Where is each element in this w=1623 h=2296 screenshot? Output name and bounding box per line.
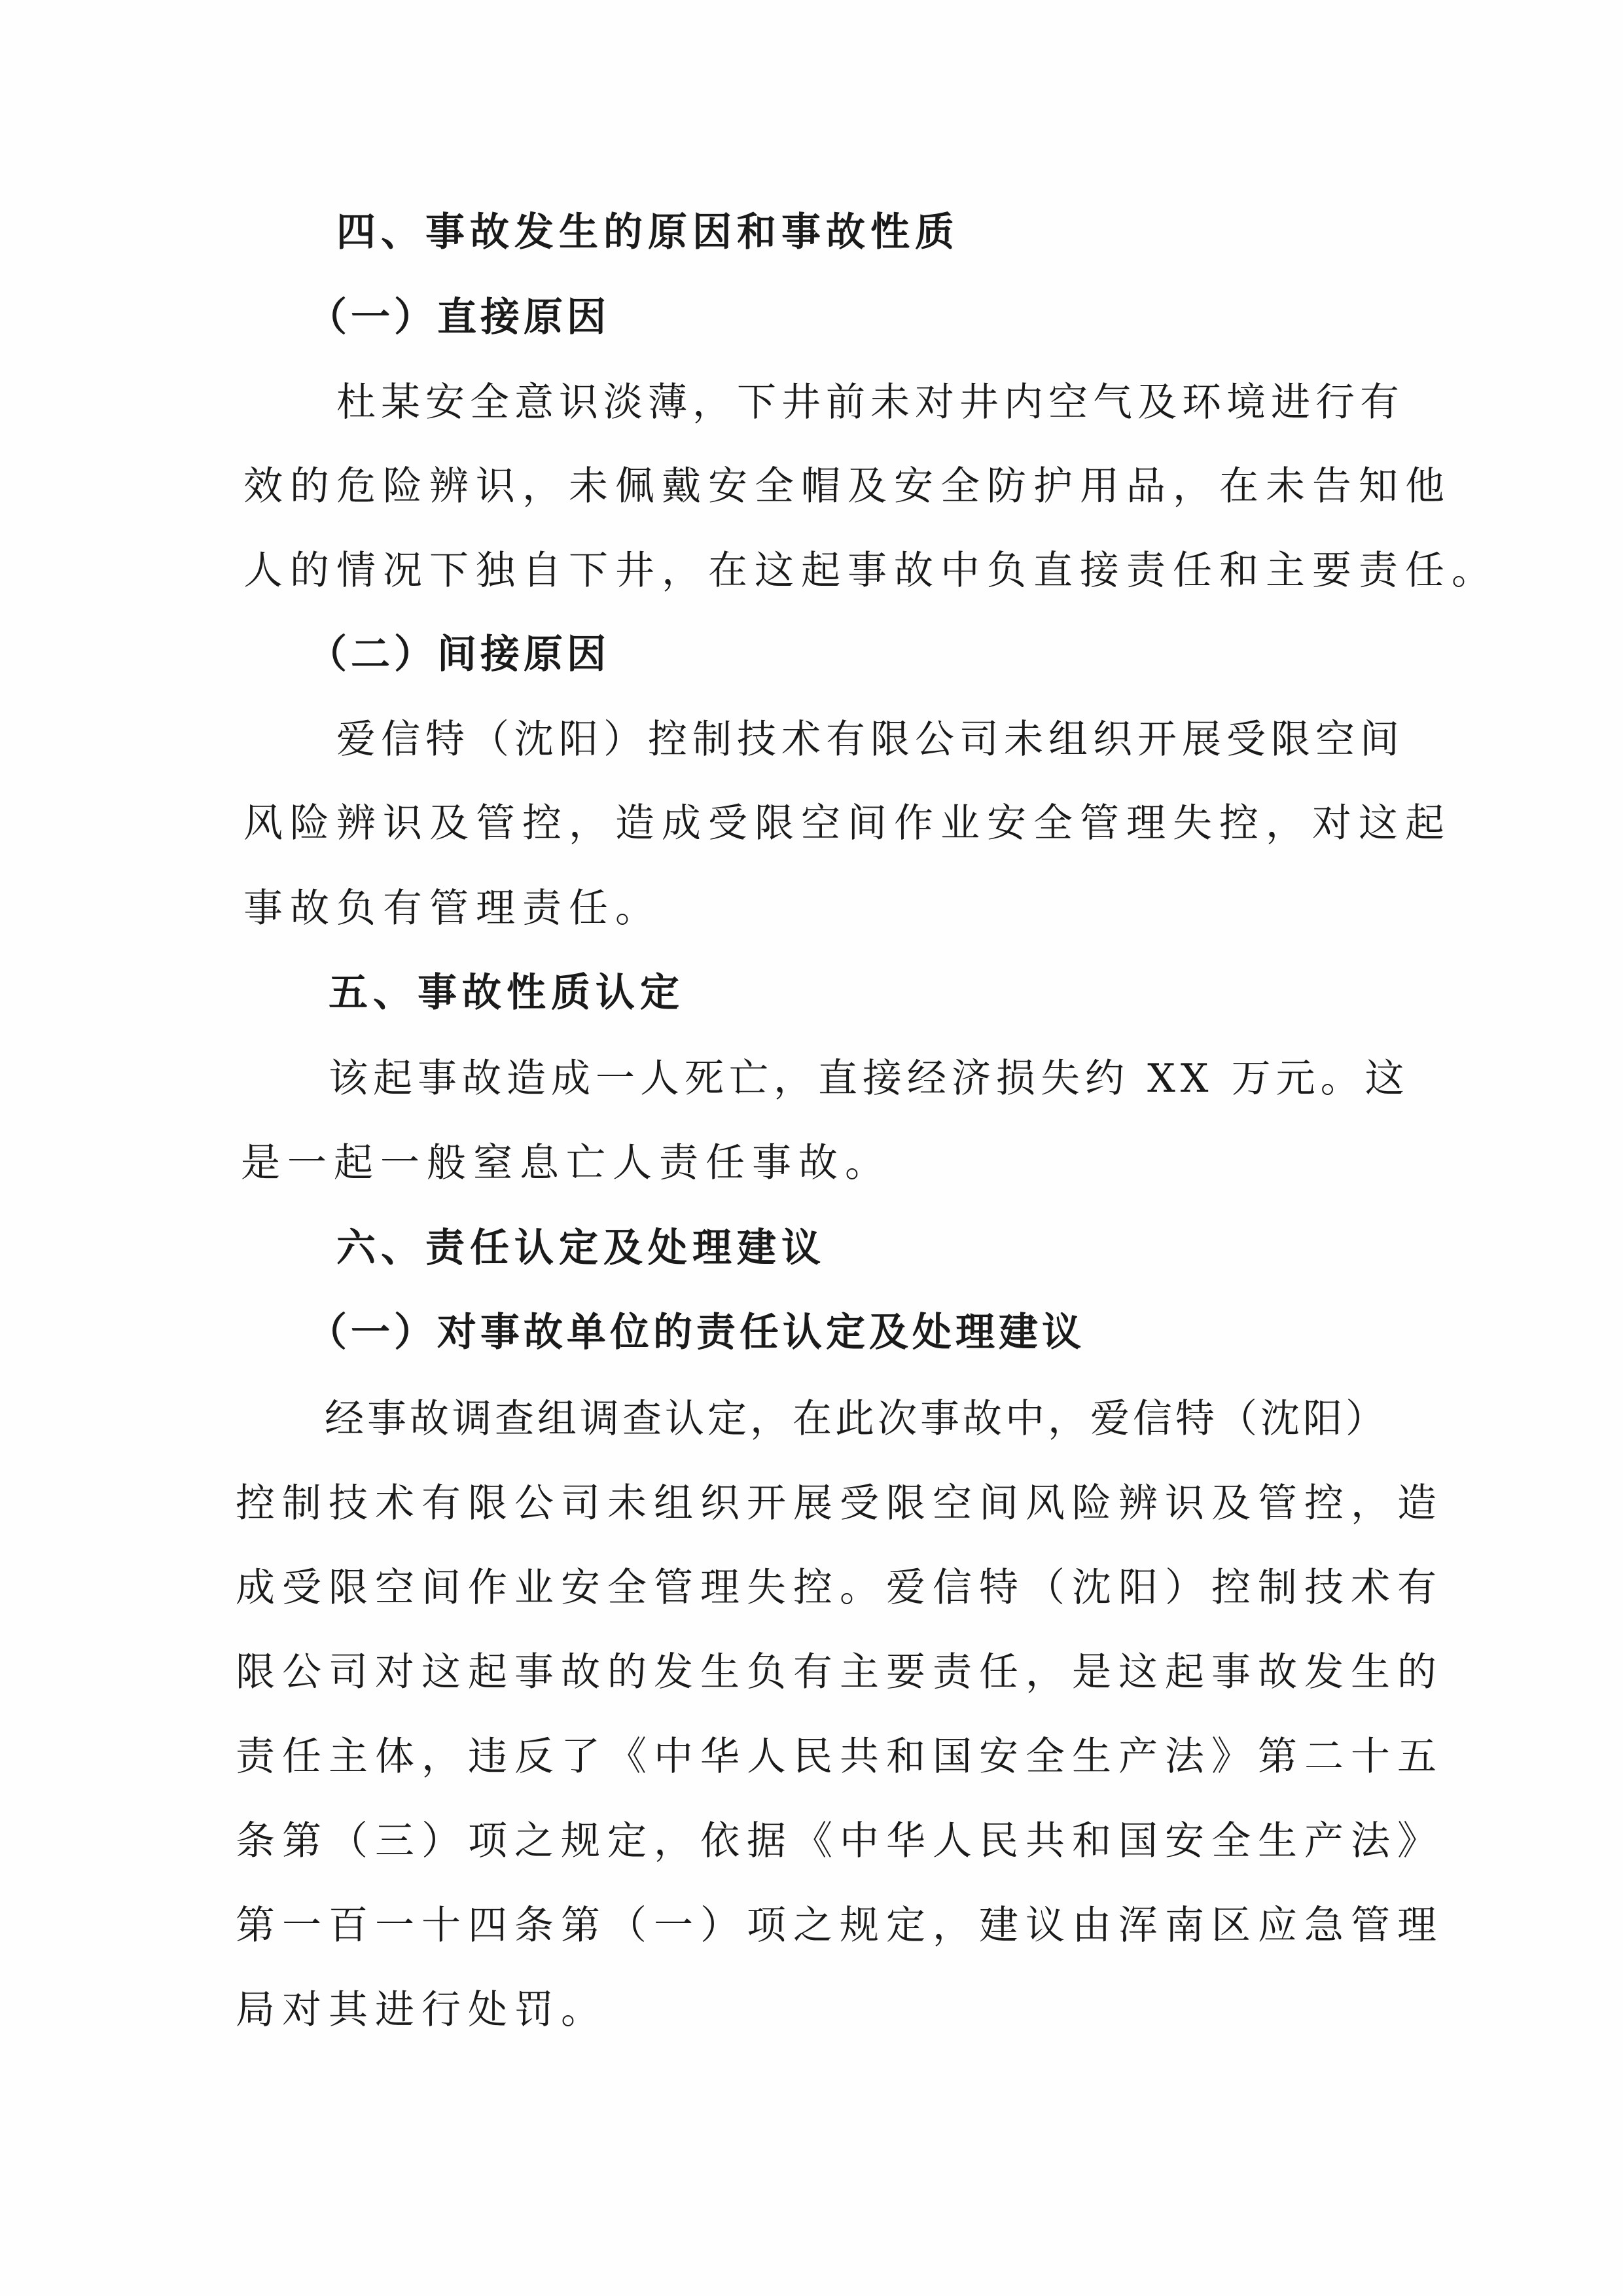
paragraph-line: 第一百一十四条第（一）项之规定，建议由浑南区应急管理 bbox=[236, 1903, 1444, 1948]
subsection-heading: （一）对事故单位的责任认定及处理建议 bbox=[308, 1310, 1085, 1355]
paragraph-line: 该起事故造成一人死亡，直接经济损失约 XX 万元。这 bbox=[329, 1056, 1410, 1102]
paragraph-line: 限公司对这起事故的发生负有主要责任，是这起事故发生的 bbox=[236, 1649, 1444, 1695]
paragraph-line: 杜某安全意识淡薄，下井前未对井内空气及环境进行有 bbox=[336, 380, 1404, 425]
paragraph-line: 爱信特（沈阳）控制技术有限公司未组织开展受限空间 bbox=[336, 717, 1404, 762]
subsection-heading: （一）直接原因 bbox=[308, 295, 610, 340]
paragraph-line: 责任主体，违反了《中华人民共和国安全生产法》第二十五 bbox=[236, 1734, 1444, 1780]
paragraph-line: 经事故调查组调查认定，在此次事故中，爱信特（沈阳） bbox=[325, 1396, 1388, 1442]
paragraph-line: 事故负有管理责任。 bbox=[243, 886, 662, 931]
paragraph-line: 控制技术有限公司未组织开展受限空间风险辨识及管控，造 bbox=[236, 1480, 1444, 1526]
paragraph-line: 成受限空间作业安全管理失控。爱信特（沈阳）控制技术有 bbox=[236, 1565, 1444, 1611]
paragraph-line: 效的危险辨识，未佩戴安全帽及安全防护用品，在未告知他 bbox=[243, 463, 1452, 509]
paragraph-line: 条第（三）项之规定，依据《中华人民共和国安全生产法》 bbox=[236, 1818, 1444, 1864]
paragraph-line: 是一起一般窒息亡人责任事故。 bbox=[241, 1140, 891, 1186]
section-heading: 五、事故性质认定 bbox=[329, 970, 685, 1016]
paragraph-line: 局对其进行处罚。 bbox=[236, 1987, 607, 2033]
section-heading: 四、事故发生的原因和事故性质 bbox=[336, 209, 959, 255]
subsection-heading: （二）间接原因 bbox=[308, 632, 610, 677]
section-heading: 六、责任认定及处理建议 bbox=[336, 1225, 826, 1271]
paragraph-line: 风险辨识及管控，造成受限空间作业安全管理失控，对这起 bbox=[243, 800, 1452, 846]
paragraph-line: 人的情况下独自下井，在这起事故中负直接责任和主要责任。 bbox=[243, 548, 1498, 594]
